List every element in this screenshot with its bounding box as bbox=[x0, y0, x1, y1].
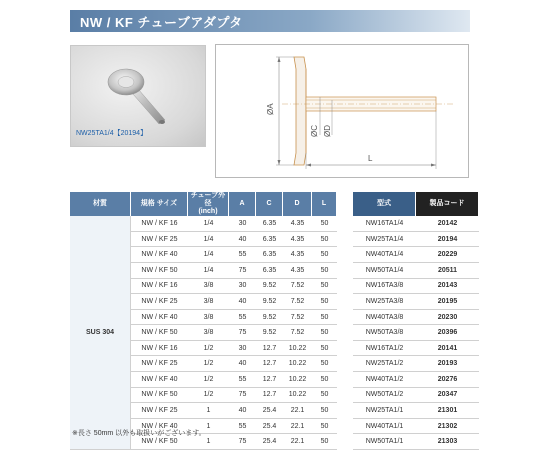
table-body bbox=[70, 216, 479, 450]
d-cell: 4.35 bbox=[283, 263, 312, 279]
a-cell: 30 bbox=[229, 279, 256, 295]
a-cell: 55 bbox=[229, 372, 256, 388]
tube-od-unit: (inch) bbox=[198, 208, 218, 216]
l-cell: 50 bbox=[312, 294, 337, 310]
size-cell: NW / KF 50 bbox=[131, 434, 188, 450]
table-row bbox=[70, 372, 479, 388]
a-cell: 30 bbox=[229, 216, 256, 232]
l-cell: 50 bbox=[312, 341, 337, 357]
c-cell: 9.52 bbox=[256, 310, 283, 326]
column-gap bbox=[337, 341, 353, 357]
code-cell: 21302 bbox=[416, 419, 479, 435]
tube-od-cell: 1/2 bbox=[188, 388, 229, 404]
table-row bbox=[70, 356, 479, 372]
a-cell: 40 bbox=[229, 294, 256, 310]
code-cell: 20195 bbox=[416, 294, 479, 310]
column-gap bbox=[337, 294, 353, 310]
l-cell: 50 bbox=[312, 388, 337, 404]
table-row bbox=[70, 216, 479, 232]
size-cell: NW / KF 40 bbox=[131, 419, 188, 435]
tube-od-cell: 3/8 bbox=[188, 294, 229, 310]
tube-od-cell: 1 bbox=[188, 419, 229, 435]
c-cell: 25.4 bbox=[256, 419, 283, 435]
size-cell: NW / KF 25 bbox=[131, 403, 188, 419]
a-cell: 55 bbox=[229, 247, 256, 263]
d-cell: 22.1 bbox=[283, 434, 312, 450]
c-cell: 25.4 bbox=[256, 434, 283, 450]
model-cell: NW25TA3/8 bbox=[353, 294, 416, 310]
size-cell: NW / KF 16 bbox=[131, 341, 188, 357]
tube-od-cell: 1/4 bbox=[188, 247, 229, 263]
size-cell: NW / KF 50 bbox=[131, 325, 188, 341]
model-cell: NW40TA1/2 bbox=[353, 372, 416, 388]
table-row bbox=[70, 325, 479, 341]
model-cell: NW40TA1/4 bbox=[353, 247, 416, 263]
tube-od-cell: 3/8 bbox=[188, 310, 229, 326]
dimension-l-label: L bbox=[368, 154, 373, 163]
model-cell: NW40TA1/1 bbox=[353, 419, 416, 435]
size-cell: NW / KF 25 bbox=[131, 294, 188, 310]
l-cell: 50 bbox=[312, 263, 337, 279]
code-cell: 20276 bbox=[416, 372, 479, 388]
c-cell: 9.52 bbox=[256, 279, 283, 295]
table-row bbox=[70, 279, 479, 295]
model-cell: NW50TA1/1 bbox=[353, 434, 416, 450]
tube-od-cell: 3/8 bbox=[188, 325, 229, 341]
c-cell: 9.52 bbox=[256, 294, 283, 310]
c-cell: 12.7 bbox=[256, 356, 283, 372]
column-gap bbox=[337, 247, 353, 263]
column-gap bbox=[337, 279, 353, 295]
tube-od-cell: 1 bbox=[188, 434, 229, 450]
column-gap bbox=[337, 310, 353, 326]
dimension-a-label: ØA bbox=[266, 103, 275, 115]
dimension-a bbox=[266, 57, 294, 165]
c-cell: 12.7 bbox=[256, 341, 283, 357]
code-cell: 21301 bbox=[416, 403, 479, 419]
model-cell: NW16TA3/8 bbox=[353, 279, 416, 295]
a-cell: 40 bbox=[229, 232, 256, 248]
a-cell: 75 bbox=[229, 263, 256, 279]
tube-od-cell: 1/2 bbox=[188, 372, 229, 388]
page-title: NW / KF チューブアダプタ bbox=[80, 14, 243, 30]
l-cell: 50 bbox=[312, 279, 337, 295]
size-cell: NW / KF 25 bbox=[131, 232, 188, 248]
table-row bbox=[70, 341, 479, 357]
l-cell: 50 bbox=[312, 325, 337, 341]
column-gap bbox=[337, 434, 353, 450]
column-gap bbox=[337, 356, 353, 372]
a-cell: 75 bbox=[229, 325, 256, 341]
spec-table bbox=[70, 192, 479, 450]
photo-caption: NW25TA1/4【20194】 bbox=[76, 130, 148, 137]
table-row bbox=[70, 263, 479, 279]
d-cell: 4.35 bbox=[283, 232, 312, 248]
l-cell: 50 bbox=[312, 403, 337, 419]
a-cell: 40 bbox=[229, 403, 256, 419]
code-cell: 20143 bbox=[416, 279, 479, 295]
size-cell: NW / KF 40 bbox=[131, 247, 188, 263]
code-cell: 20511 bbox=[416, 263, 479, 279]
technical-drawing bbox=[215, 44, 469, 178]
d-cell: 7.52 bbox=[283, 310, 312, 326]
c-cell: 25.4 bbox=[256, 403, 283, 419]
col-header-tube-od bbox=[188, 192, 229, 216]
a-cell: 30 bbox=[229, 341, 256, 357]
col-header-d: D bbox=[283, 192, 312, 216]
c-cell: 12.7 bbox=[256, 372, 283, 388]
title-bar bbox=[70, 10, 470, 32]
size-cell: NW / KF 16 bbox=[131, 279, 188, 295]
col-header-material: 材質 bbox=[70, 192, 131, 216]
a-cell: 40 bbox=[229, 356, 256, 372]
d-cell: 7.52 bbox=[283, 279, 312, 295]
table-row bbox=[70, 294, 479, 310]
code-cell: 20230 bbox=[416, 310, 479, 326]
d-cell: 22.1 bbox=[283, 403, 312, 419]
code-cell: 20396 bbox=[416, 325, 479, 341]
code-cell: 20141 bbox=[416, 341, 479, 357]
col-header-model: 型式 bbox=[353, 192, 416, 216]
d-cell: 4.35 bbox=[283, 247, 312, 263]
col-header-l: L bbox=[312, 192, 337, 216]
d-cell: 22.1 bbox=[283, 419, 312, 435]
model-cell: NW16TA1/4 bbox=[353, 216, 416, 232]
c-cell: 6.35 bbox=[256, 263, 283, 279]
table-row bbox=[70, 247, 479, 263]
footnote: ※長さ 50mm 以外も取扱いがございます。 bbox=[72, 430, 206, 437]
tube-od-cell: 1 bbox=[188, 403, 229, 419]
code-cell: 20194 bbox=[416, 232, 479, 248]
l-cell: 50 bbox=[312, 247, 337, 263]
column-gap bbox=[337, 325, 353, 341]
tube-od-cell: 1/2 bbox=[188, 356, 229, 372]
col-header-c: C bbox=[256, 192, 283, 216]
tube-od-label: チューブ外径 bbox=[190, 192, 226, 208]
model-cell: NW40TA3/8 bbox=[353, 310, 416, 326]
dimension-c-label: ØC bbox=[310, 125, 319, 137]
l-cell: 50 bbox=[312, 310, 337, 326]
model-cell: NW50TA3/8 bbox=[353, 325, 416, 341]
size-cell: NW / KF 16 bbox=[131, 216, 188, 232]
code-cell: 21303 bbox=[416, 434, 479, 450]
d-cell: 7.52 bbox=[283, 294, 312, 310]
flange-outline bbox=[294, 57, 306, 165]
col-header-size: 規格 サイズ bbox=[131, 192, 188, 216]
l-cell: 50 bbox=[312, 419, 337, 435]
table-row bbox=[70, 403, 479, 419]
c-cell: 6.35 bbox=[256, 216, 283, 232]
l-cell: 50 bbox=[312, 232, 337, 248]
model-cell: NW50TA1/4 bbox=[353, 263, 416, 279]
model-cell: NW25TA1/4 bbox=[353, 232, 416, 248]
c-cell: 6.35 bbox=[256, 232, 283, 248]
d-cell: 10.22 bbox=[283, 341, 312, 357]
d-cell: 10.22 bbox=[283, 372, 312, 388]
d-cell: 4.35 bbox=[283, 216, 312, 232]
column-gap bbox=[337, 232, 353, 248]
model-cell: NW25TA1/1 bbox=[353, 403, 416, 419]
column-gap bbox=[337, 192, 353, 216]
dimension-l bbox=[306, 111, 436, 169]
l-cell: 50 bbox=[312, 356, 337, 372]
d-cell: 10.22 bbox=[283, 388, 312, 404]
column-gap bbox=[337, 372, 353, 388]
table-row bbox=[70, 388, 479, 404]
model-cell: NW50TA1/2 bbox=[353, 388, 416, 404]
code-cell: 20347 bbox=[416, 388, 479, 404]
size-cell: NW / KF 40 bbox=[131, 372, 188, 388]
tube-od-cell: 1/2 bbox=[188, 341, 229, 357]
a-cell: 75 bbox=[229, 434, 256, 450]
model-cell: NW25TA1/2 bbox=[353, 356, 416, 372]
a-cell: 55 bbox=[229, 419, 256, 435]
c-cell: 6.35 bbox=[256, 247, 283, 263]
column-gap bbox=[337, 216, 353, 232]
a-cell: 75 bbox=[229, 388, 256, 404]
col-header-code: 製品コード bbox=[416, 192, 479, 216]
size-cell: NW / KF 50 bbox=[131, 388, 188, 404]
material-cell: SUS 304 bbox=[70, 216, 131, 450]
l-cell: 50 bbox=[312, 216, 337, 232]
c-cell: 12.7 bbox=[256, 388, 283, 404]
tube-od-cell: 1/4 bbox=[188, 232, 229, 248]
size-cell: NW / KF 50 bbox=[131, 263, 188, 279]
l-cell: 50 bbox=[312, 372, 337, 388]
table-row bbox=[70, 232, 479, 248]
column-gap bbox=[337, 388, 353, 404]
d-cell: 7.52 bbox=[283, 325, 312, 341]
d-cell: 10.22 bbox=[283, 356, 312, 372]
column-gap bbox=[337, 263, 353, 279]
table-row bbox=[70, 310, 479, 326]
table-header-row bbox=[70, 192, 479, 216]
code-cell: 20229 bbox=[416, 247, 479, 263]
tube-od-cell: 3/8 bbox=[188, 279, 229, 295]
col-header-a: A bbox=[229, 192, 256, 216]
size-cell: NW / KF 25 bbox=[131, 356, 188, 372]
a-cell: 55 bbox=[229, 310, 256, 326]
l-cell: 50 bbox=[312, 434, 337, 450]
column-gap bbox=[337, 419, 353, 435]
code-cell: 20142 bbox=[416, 216, 479, 232]
c-cell: 9.52 bbox=[256, 325, 283, 341]
code-cell: 20193 bbox=[416, 356, 479, 372]
tube-od-cell: 1/4 bbox=[188, 263, 229, 279]
column-gap bbox=[337, 403, 353, 419]
dimension-d-label: ØD bbox=[323, 125, 332, 137]
tube-od-cell: 1/4 bbox=[188, 216, 229, 232]
model-cell: NW16TA1/2 bbox=[353, 341, 416, 357]
size-cell: NW / KF 40 bbox=[131, 310, 188, 326]
